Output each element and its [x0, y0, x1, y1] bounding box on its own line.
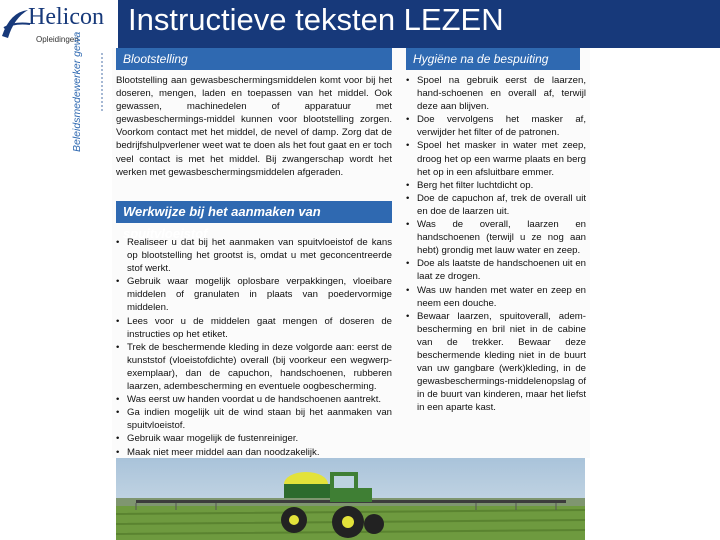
- list-item: • Doe de capuchon af, trek de overall uit en doe de laarzen uit.: [406, 192, 586, 218]
- list-item: • Bewaar laarzen, spuitoverall, adem-bescherming en bril niet in de cabine van de trekker. Bewaar deze beschermende kleding niet in de buurt van uw gangbare (werk)kleding, in de gewasbeschermings-middelenopslag of in de buurt van kinderen, maar het liefst in een aparte kast.: [406, 310, 586, 415]
- list-item: • Was uw handen met water en zeep en neem een douche.: [406, 284, 586, 310]
- werkwijze-list: [116, 236, 392, 459]
- list-item: • Lees voor u de middelen gaat mengen of doseren de instructies op het etiket.: [116, 315, 392, 341]
- logo-swoosh-icon: [0, 6, 30, 42]
- section-header-hygiene: Hygiëne na de bespuiting: [406, 48, 580, 70]
- blootstelling-text: Blootstelling aan gewasbeschermingsmiddelen komt voor bij het doseren, mengen, laden en toepassen van het middel. Ook gewassen, machinedelen of apparatuur met gewasbeschermings-middel kunnen voor blootstelling zorgen. Voorkom contact met het middel, de nevel of damp. Zorg dat de bedrijfshulpverlener weet wat te doen als het fout gaat en er toch veel contact is met het middel. Bij zwangerschap wordt het werken met gewasbeschermingsmiddelen afgeraden.: [116, 75, 392, 178]
- list-item: • Doe vervolgens het masker af, verwijder het filter of de patronen.: [406, 113, 586, 139]
- logo-subtitle: Opleidingen: [36, 35, 79, 44]
- tractor-sprayer-photo: [116, 458, 585, 540]
- side-label: Beleidsmedewerker gewa: [71, 31, 83, 152]
- list-item: • Gebruik waar mogelijk de fustenreiniger.: [116, 432, 392, 445]
- list-item: • Maak niet meer middel aan dan noodzakelijk.: [116, 446, 392, 459]
- list-item: • Berg het filter luchtdicht op.: [406, 179, 586, 192]
- hygiene-list: [406, 74, 586, 414]
- section-header-blootstelling: Blootstelling: [116, 48, 392, 70]
- list-item: • Realiseer u dat bij het aanmaken van spuitvloeistof de kans op blootstelling het grootst is, omdat u met geconcentreerde stof werkt.: [116, 236, 392, 275]
- list-item: • Was eerst uw handen voordat u de handschoenen aantrekt.: [116, 393, 392, 406]
- tractor-sprayer-icon: [116, 458, 585, 540]
- list-item: • Ga indien mogelijk uit de wind staan bij het aanmaken van spuitvloeistof.: [116, 406, 392, 432]
- list-item: • Trek de beschermende kleding in deze volgorde aan: eerst de kunststof (vloeistofdichte) overall (bij voorkeur een wegwerp-exemplaar), dan de capuchon, handschoenen, rubberen laarzen, adembescherming en eventuele oogbescherming.: [116, 341, 392, 393]
- list-item: • Was de overall, laarzen en handschoenen (terwijl u ze nog aan hebt) grondig met lauw water en zeep.: [406, 218, 586, 257]
- list-item: • Spoel na gebruik eerst de laarzen, hand-schoenen en overall af, terwijl deze aan blijven.: [406, 74, 586, 113]
- list-item: • Spoel het masker in water met zeep, droog het op een warme plaats en berg het op in een afsluitbare emmer.: [406, 139, 586, 178]
- list-item: • Gebruik waar mogelijk oplosbare verpakkingen, vloeibare middelen of granulaten in plaats van poedervormige middelen.: [116, 275, 392, 314]
- page-title: Instructieve teksten LEZEN: [128, 2, 504, 37]
- helicon-logo: [0, 0, 118, 48]
- list-item: • Doe als laatste de handschoenen uit en laat ze drogen.: [406, 257, 586, 283]
- section-header-werkwijze: Werkwijze bij het aanmaken van spuitvloeistof: [116, 201, 392, 223]
- logo-text: Helicon: [28, 4, 104, 30]
- decorative-dots: [100, 52, 104, 112]
